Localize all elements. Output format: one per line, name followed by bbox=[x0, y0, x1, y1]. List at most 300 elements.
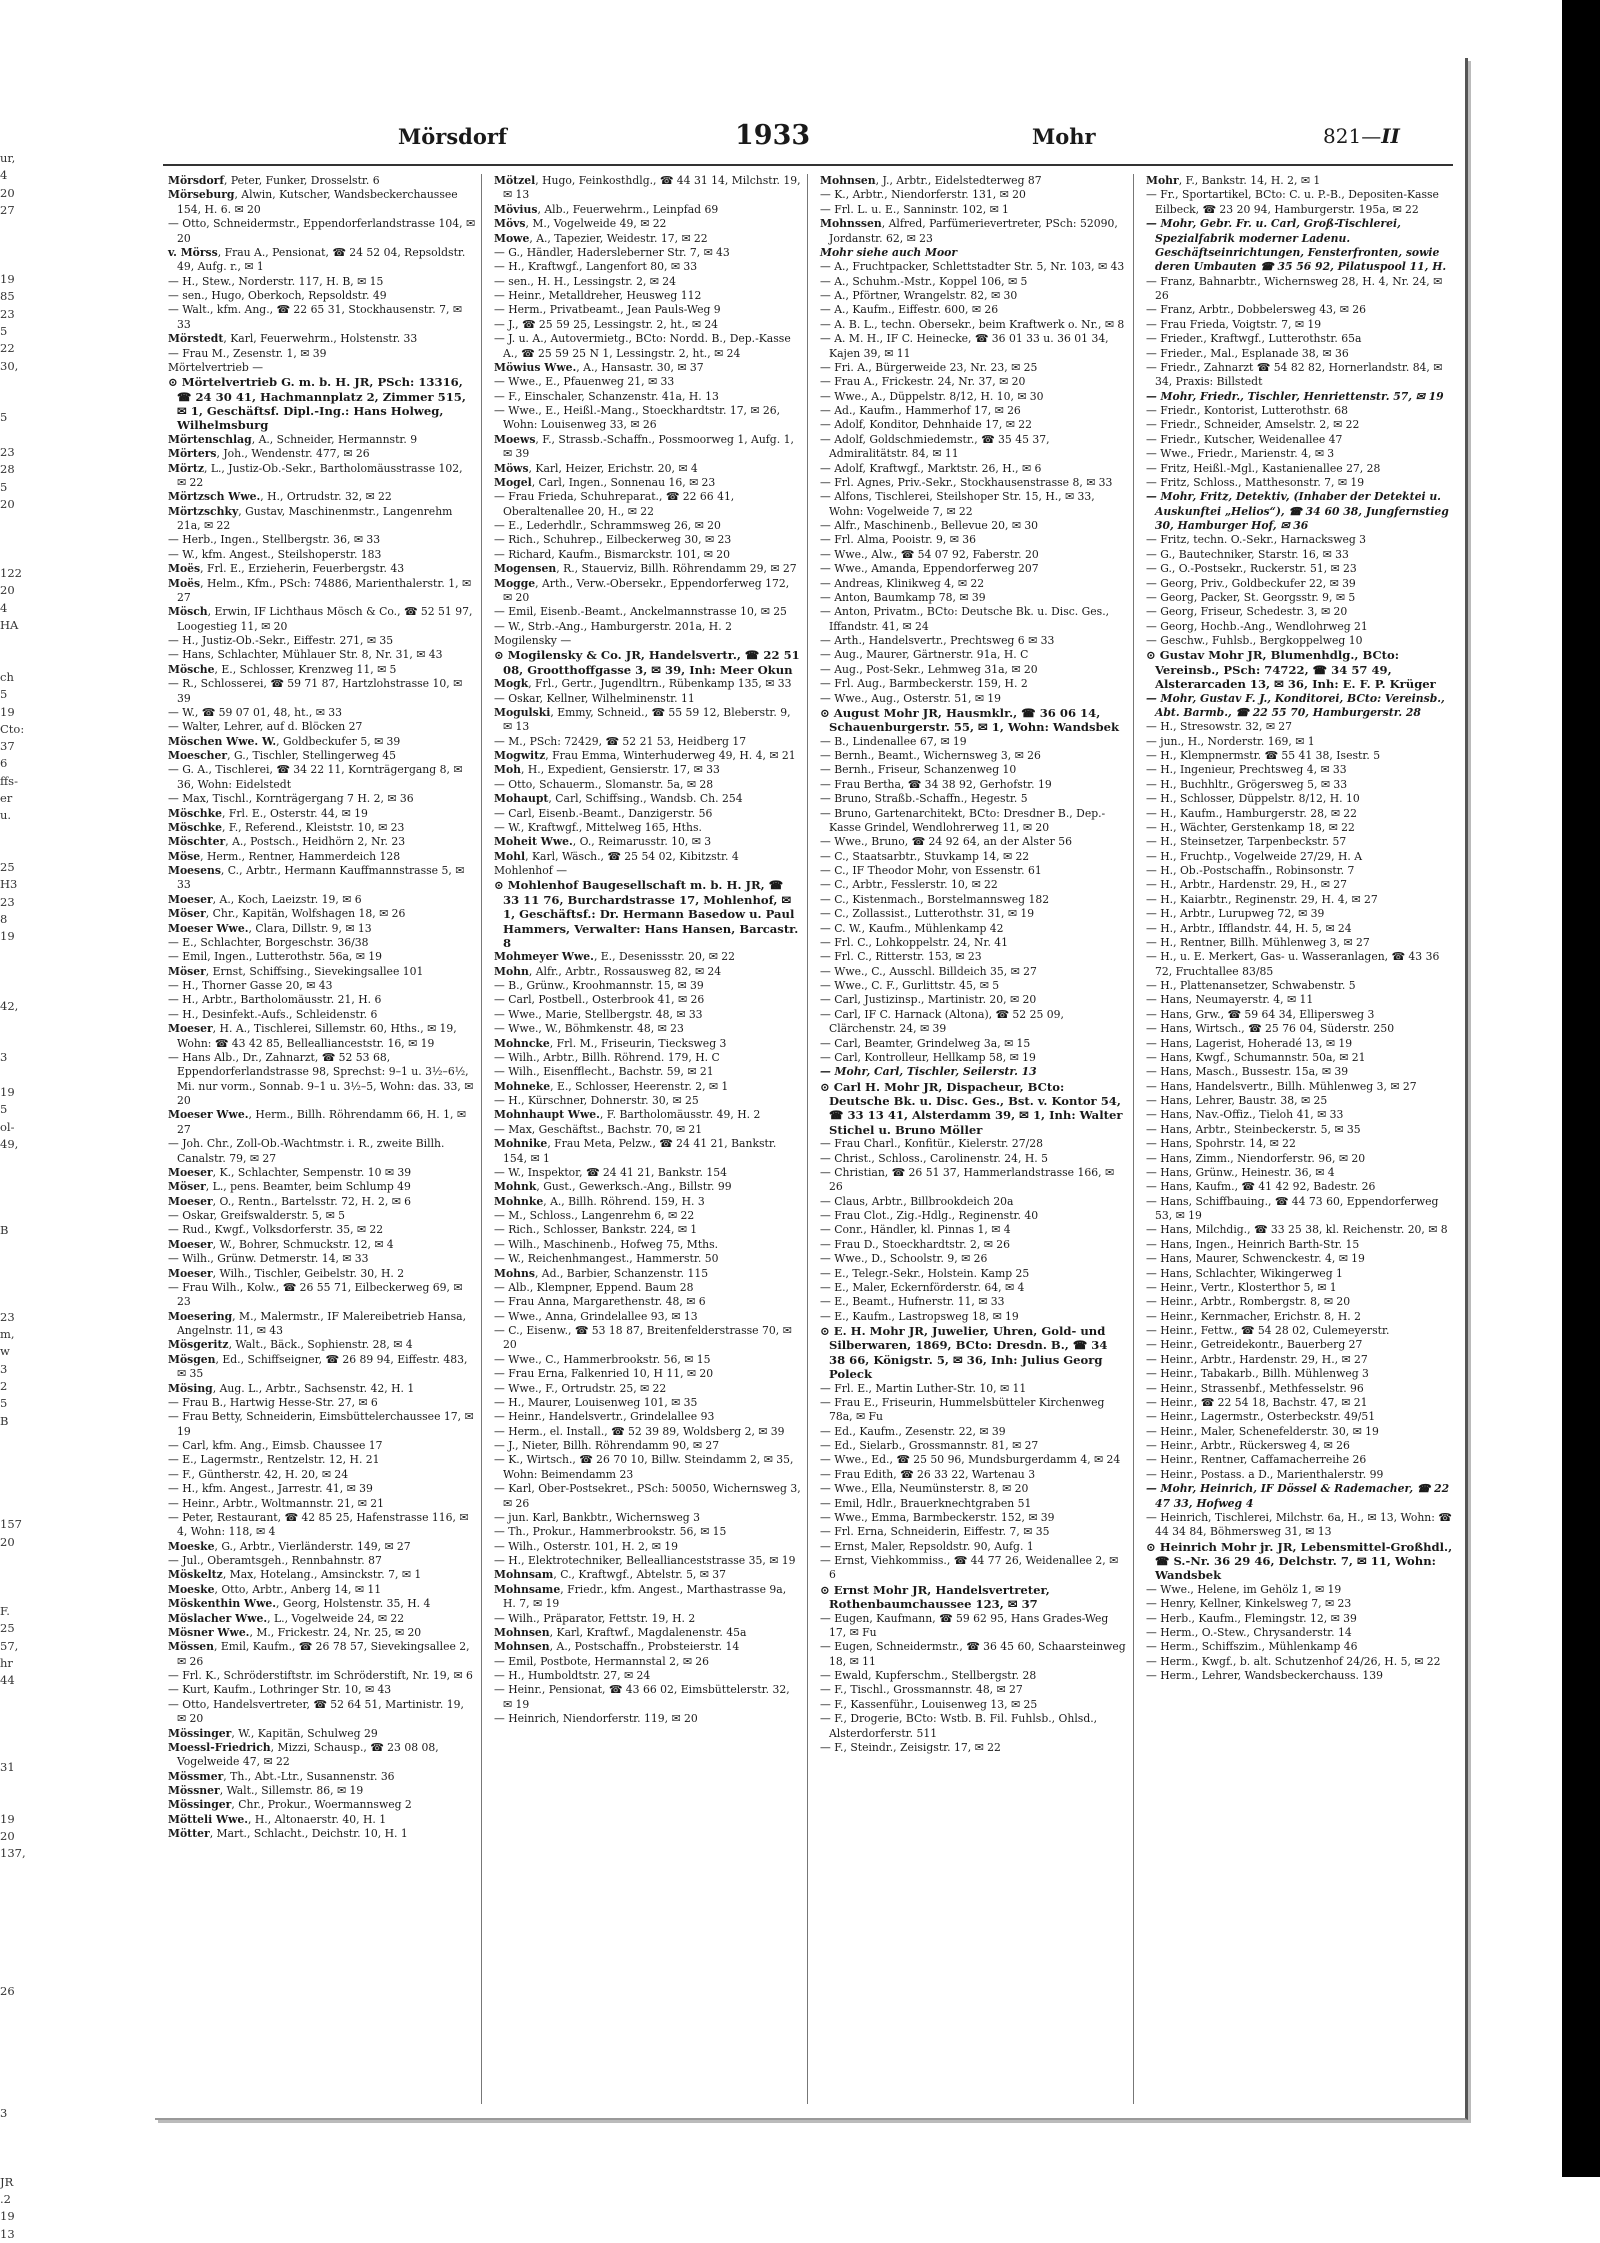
directory-entry: — Friedr., Kutscher, Weidenallee 47 bbox=[1146, 432, 1343, 446]
directory-entry: — Joh. Chr., Zoll-Ob.-Wachtmstr. i. R., zweite Billh. Canalstr. 79, ✉ 27 bbox=[168, 1137, 445, 1165]
directory-entry: — Wwe., Aug., Osterstr. 51, ✉ 19 bbox=[820, 691, 1002, 705]
directory-entry: — Heinr., Strassenbf., Methfesselstr. 96 bbox=[1146, 1381, 1364, 1395]
directory-entry: — F., Güntherstr. 42, H. 20, ✉ 24 bbox=[168, 1467, 349, 1481]
column-1 bbox=[163, 174, 482, 2104]
directory-entry: — Heinrich, Tischlerei, Milchstr. 6a, H., ✉ 13, Wohn: ☎ 44 34 84, Böhmersweg 31, ✉ 13 bbox=[1146, 1510, 1452, 1539]
directory-entry: — H., Arbtr., Hardenstr. 29, H., ✉ 27 bbox=[1146, 878, 1347, 892]
directory-entry: ⊙ Mörtelvertrieb G. m. b. H. JR, PSch: 13316, ☎ 24 30 41, Hachmannplatz 2, Zimmer 515, ✉ 1, Geschäftsf. Dipl.-Ing.: Hans Holweg, Wilhelmsburg bbox=[168, 375, 466, 433]
directory-entry: — Heinr., Pensionat, ☎ 43 66 02, Eimsbüttelerstr. 32, ✉ 19 bbox=[494, 1683, 790, 1711]
directory-entry: — Hans, Spohrstr. 14, ✉ 22 bbox=[1146, 1137, 1296, 1151]
directory-entry: — Mohr, Friedr., Tischler, Henriettenstr. 57, ✉ 19 bbox=[1146, 389, 1444, 403]
directory-entry: — Hans, Neumayerstr. 4, ✉ 11 bbox=[1146, 993, 1314, 1007]
directory-entry: — Frieder., Mal., Esplanade 38, ✉ 36 bbox=[1146, 346, 1349, 360]
directory-entry: — Geschw., Fuhlsb., Bergkoppelweg 10 bbox=[1146, 634, 1363, 647]
directory-entry: — Frl. Agnes, Priv.-Sekr., Stockhausenstrasse 8, ✉ 33 bbox=[820, 475, 1113, 489]
directory-entry: — Carl, IF C. Harnack (Altona), ☎ 52 25 09, Clärchenstr. 24, ✉ 39 bbox=[820, 1007, 1064, 1036]
directory-entry: — Frau Anna, Margarethenstr. 48, ✉ 6 bbox=[494, 1295, 706, 1309]
directory-entry: — Frau Erna, Falkenried 10, H 11, ✉ 20 bbox=[494, 1367, 714, 1381]
directory-entry: Mohnsam, C., Kraftwgf., Abtelstr. 5, ✉ 37 bbox=[494, 1568, 727, 1582]
directory-entry: — Henry, Kellner, Kinkelsweg 7, ✉ 23 bbox=[1146, 1597, 1352, 1611]
directory-entry: — Hans, Lagerist, Hoheradé 13, ✉ 19 bbox=[1146, 1036, 1353, 1050]
directory-entry: Moews, F., Strassb.-Schaffn., Possmoorweg 1, Aufg. 1, ✉ 39 bbox=[494, 432, 794, 461]
directory-entry: ⊙ Ernst Mohr JR, Handelsvertreter, Rothenbaumchaussee 123, ✉ 37 bbox=[820, 1582, 1050, 1612]
directory-entry: — F., Einschaler, Schanzenstr. 41a, H. 13 bbox=[494, 389, 719, 403]
directory-entry: — sen., Hugo, Oberkoch, Repsoldstr. 49 bbox=[168, 289, 387, 302]
directory-entry: — Wwe., Helene, im Gehölz 1, ✉ 19 bbox=[1146, 1582, 1342, 1596]
directory-entry: — Mohr, Gustav F. J., Konditorei, BCto: Vereinsb., Abt. Barmb., ☎ 22 55 70, Hamburgerstr. 28 bbox=[1146, 691, 1445, 719]
directory-entry: — Anton, Privatm., BCto: Deutsche Bk. u. Disc. Ges., Iffandstr. 41, ✉ 24 bbox=[820, 605, 1110, 633]
directory-entry: Mörtzschky, Gustav, Maschinenmstr., Langenrehm 21a, ✉ 22 bbox=[168, 504, 453, 532]
directory-entry: — Heinr., Maler, Schenefelderstr. 30, ✉ 19 bbox=[1146, 1424, 1379, 1438]
directory-entry: — A., Pförtner, Wrangelstr. 82, ✉ 30 bbox=[820, 289, 1018, 302]
directory-entry: — Wwe., C., Hammerbrookstr. 56, ✉ 15 bbox=[494, 1352, 711, 1366]
header-page-number: 821—II bbox=[1323, 124, 1400, 148]
directory-entry: — A. M. H., IF C. Heinecke, ☎ 36 01 33 u. 36 01 34, Kajen 39, ✉ 11 bbox=[820, 332, 1109, 360]
directory-entry: Mohnike, Frau Meta, Pelzw., ☎ 24 41 21, Bankstr. 154, ✉ 1 bbox=[494, 1137, 777, 1165]
directory-entry: — Alfons, Tischlerei, Steilshoper Str. 15, H., ✉ 33, Wohn: Vogelweide 7, ✉ 22 bbox=[820, 490, 1095, 518]
directory-entry: — Hans, Kaufm., ☎ 41 42 92, Badestr. 26 bbox=[1146, 1180, 1376, 1194]
directory-entry: — Hans, Masch., Bussestr. 15a, ✉ 39 bbox=[1146, 1065, 1349, 1079]
directory-entry: — H., Humboldtstr. 27, ✉ 24 bbox=[494, 1669, 651, 1682]
directory-entry: Moeske, Otto, Arbtr., Anberg 14, ✉ 11 bbox=[168, 1582, 382, 1596]
directory-entry: — W., Strb.-Ang., Hamburgerstr. 201a, H. 2 bbox=[494, 619, 732, 633]
directory-entry: — Frl. Alma, Pooistr. 9, ✉ 36 bbox=[820, 533, 976, 547]
directory-entry: — H., Desinfekt.-Aufs., Schleidenstr. 6 bbox=[168, 1007, 378, 1021]
directory-entry: — H., Steinsetzer, Tarpenbeckstr. 57 bbox=[1146, 835, 1347, 849]
directory-entry: — H., Rentner, Billh. Mühlenweg 3, ✉ 27 bbox=[1146, 935, 1370, 949]
directory-entry: — H., Justiz-Ob.-Sekr., Eiffestr. 271, ✉ 35 bbox=[168, 634, 394, 647]
directory-entry: Mössner, Walt., Sillemstr. 86, ✉ 19 bbox=[168, 1784, 364, 1797]
directory-entry: — H., Buchhltr., Grögersweg 5, ✉ 33 bbox=[1146, 777, 1348, 791]
directory-entry: — Heinr., Handelsvertr., Grindelallee 93 bbox=[494, 1410, 715, 1424]
directory-entry: — Oskar, Kellner, Wilhelminenstr. 11 bbox=[494, 691, 695, 705]
directory-entry: — Frau A., Frickestr. 24, Nr. 37, ✉ 20 bbox=[820, 375, 1026, 389]
directory-entry: Moeser Wwe., Herm., Billh. Röhrendamm 66, H. 1, ✉ 27 bbox=[168, 1108, 466, 1136]
header-rule bbox=[163, 164, 1453, 166]
directory-entry: Mohnsen, J., Arbtr., Eidelstedterweg 87 bbox=[820, 174, 1042, 187]
directory-entry: — F., Tischl., Grossmannstr. 48, ✉ 27 bbox=[820, 1683, 1023, 1697]
directory-entry: — J., Nieter, Billh. Röhrendamm 90, ✉ 27 bbox=[494, 1439, 720, 1452]
directory-entry: — Otto, Schneidermstr., Eppendorferlandstrasse 104, ✉ 20 bbox=[168, 217, 475, 245]
directory-entry: — Ad., Kaufm., Hammerhof 17, ✉ 26 bbox=[820, 404, 1021, 417]
directory-entry: Mogge, Arth., Verw.-Obersekr., Eppendorferweg 172, ✉ 20 bbox=[494, 576, 790, 604]
directory-entry: — A. B. L., techn. Obersekr., beim Kraftwerk o. Nr., ✉ 8 bbox=[820, 317, 1125, 331]
directory-entry: — Herb., Ingen., Stellbergstr. 36, ✉ 33 bbox=[168, 533, 381, 547]
directory-entry: — W., Kraftwgf., Mittelweg 165, Hths. bbox=[494, 820, 702, 834]
directory-entry: — Frau M., Zesenstr. 1, ✉ 39 bbox=[168, 346, 327, 360]
directory-entry: — Hans, Schiffbauing., ☎ 44 73 60, Eppendorferweg 53, ✉ 19 bbox=[1146, 1194, 1439, 1222]
directory-entry: — Frau Betty, Schneiderin, Eimsbüttelerchaussee 17, ✉ 19 bbox=[168, 1410, 474, 1438]
directory-entry: — Mohr, Heinrich, IF Dössel & Rademacher, ☎ 22 47 33, Hofweg 4 bbox=[1146, 1482, 1450, 1510]
directory-entry: — Hans, Wirtsch., ☎ 25 76 04, Süderstr. 250 bbox=[1146, 1022, 1395, 1036]
directory-entry: — G., O.-Postsekr., Ruckerstr. 51, ✉ 23 bbox=[1146, 562, 1357, 576]
directory-entry: Mösche, E., Schlosser, Krenzweg 11, ✉ 5 bbox=[168, 662, 397, 676]
directory-entry: — Fritz, Schloss., Matthesonstr. 7, ✉ 19 bbox=[1146, 475, 1365, 489]
directory-entry: Moeser, H. A., Tischlerei, Sillemstr. 60, Hths., ✉ 19, Wohn: ☎ 43 42 85, Belleallianceststr. 16, ✉ 19 bbox=[168, 1022, 457, 1050]
directory-entry: — Rud., Kwgf., Volksdorferstr. 35, ✉ 22 bbox=[168, 1223, 384, 1237]
directory-entry: — Georg, Priv., Goldbeckufer 22, ✉ 39 bbox=[1146, 576, 1356, 590]
directory-entry: Moës, Helm., Kfm., PSch: 74886, Marienthalerstr. 1, ✉ 27 bbox=[168, 576, 471, 604]
directory-entry: — Rich., Schlosser, Bankstr. 224, ✉ 1 bbox=[494, 1223, 698, 1237]
directory-entry: Mohnssen, Alfred, Parfümerievertreter, PSch: 52090, Jordanstr. 62, ✉ 23 bbox=[820, 217, 1118, 245]
directory-entry: — G., Händler, Hadersleberner Str. 7, ✉ 43 bbox=[494, 245, 730, 259]
directory-entry: — Emil, Hdlr., Brauerknechtgraben 51 bbox=[820, 1496, 1032, 1510]
directory-entry: — Wwe., Amanda, Eppendorferweg 207 bbox=[820, 562, 1039, 576]
directory-entry: Moeser, A., Koch, Laeizstr. 19, ✉ 6 bbox=[168, 892, 362, 906]
directory-entry: — Frau Edith, ☎ 26 33 22, Wartenau 3 bbox=[820, 1467, 1036, 1481]
page-header bbox=[155, 58, 1465, 168]
directory-entry: — Mohr, Gebr. Fr. u. Carl, Groß-Tischlerei, Spezialfabrik moderner Ladenu. Geschäftseinrichtungen, Fensterfronten, sowie deren Umbauten ☎ 35 56 92, Pilatuspool 11, H. bbox=[1146, 217, 1447, 274]
directory-entry: Mössen, Emil, Kaufm., ☎ 26 78 57, Sievekingsallee 2, ✉ 26 bbox=[168, 1640, 470, 1668]
directory-entry: Moeser, Wilh., Tischler, Geibelstr. 30, H. 2 bbox=[168, 1266, 405, 1280]
header-left-keyword: Mörsdorf bbox=[398, 124, 507, 149]
directory-entry: Moessl-Friedrich, Mizzi, Schausp., ☎ 23 08 08, Vogelweide 47, ✉ 22 bbox=[168, 1740, 439, 1769]
directory-entry: Mövs, M., Vogelweide 49, ✉ 22 bbox=[494, 217, 667, 231]
directory-entry: — Wwe., Anna, Grindelallee 93, ✉ 13 bbox=[494, 1309, 698, 1323]
directory-entry: — Carl, kfm. Ang., Eimsb. Chaussee 17 bbox=[168, 1439, 383, 1452]
directory-entry: — Frl. K., Schröderstiftstr. im Schröderstift, Nr. 19, ✉ 6 bbox=[168, 1669, 473, 1682]
directory-entry: — Bernh., Friseur, Schanzenweg 10 bbox=[820, 763, 1017, 777]
directory-entry: — Hans, Milchdig., ☎ 33 25 38, kl. Reichenstr. 20, ✉ 8 bbox=[1146, 1223, 1448, 1237]
directory-entry: — Georg, Hochb.-Ang., Wendlohrweg 21 bbox=[1146, 619, 1368, 633]
directory-entry: Mörtz, L., Justiz-Ob.-Sekr., Bartholomäusstrasse 102, ✉ 22 bbox=[168, 461, 463, 489]
directory-entry: — Max, Geschäftst., Bachstr. 70, ✉ 21 bbox=[494, 1122, 703, 1136]
directory-entry: — E., Maler, Eckernförderstr. 64, ✉ 4 bbox=[820, 1280, 1025, 1294]
directory-entry: Mörtelvertrieb — bbox=[168, 360, 264, 374]
column-3 bbox=[815, 174, 1134, 2104]
directory-entry: Mösner Wwe., M., Frickestr. 24, Nr. 25, ✉ 20 bbox=[168, 1625, 422, 1639]
directory-entry: ⊙ Mohlenhof Baugesellschaft m. b. H. JR, ☎ 33 11 76, Burchardstrasse 17, Mohlenhof, ✉ 1, Geschäftsf.: Dr. Hermann Basedow u. Paul Hammers, Verwalter: Hans Hansen, Barcastr. 8 bbox=[494, 878, 799, 950]
directory-entry: — Carl, Justizinsp., Martinistr. 20, ✉ 20 bbox=[820, 993, 1037, 1007]
directory-entry: Mösch, Erwin, IF Lichthaus Mösch & Co., ☎ 52 51 97, Loogestieg 11, ✉ 20 bbox=[168, 605, 473, 633]
directory-entry: Mogulski, Emmy, Schneid., ☎ 55 59 12, Bleberstr. 9, ✉ 13 bbox=[494, 705, 791, 734]
directory-entry: Mohnk, Gust., Gewerksch.-Ang., Billstr. 99 bbox=[494, 1180, 732, 1194]
directory-entry: — H., Kaufm., Hamburgerstr. 28, ✉ 22 bbox=[1146, 806, 1358, 820]
directory-entry: Mohnhaupt Wwe., F. Bartholomäusstr. 49, H. 2 bbox=[494, 1108, 761, 1122]
directory-entry: — Jul., Oberamtsgeh., Rennbahnstr. 87 bbox=[168, 1554, 382, 1567]
directory-entry: Mohnke, A., Billh. Röhrend. 159, H. 3 bbox=[494, 1194, 705, 1208]
directory-entry: — H., Klempnermstr. ☎ 55 41 38, Isestr. 5 bbox=[1146, 749, 1381, 762]
directory-entry: Mövius, Alb., Feuerwehrm., Leinpfad 69 bbox=[494, 202, 719, 216]
directory-entry: — Heinr., Metalldreher, Heusweg 112 bbox=[494, 289, 702, 302]
directory-entry: — Wwe., F., Ortrudstr. 25, ✉ 22 bbox=[494, 1381, 667, 1395]
directory-entry: — Emil, Ingen., Lutterothstr. 56a, ✉ 19 bbox=[168, 950, 383, 964]
directory-entry: Moesering, M., Malermstr., IF Malereibetrieb Hansa, Angelnstr. 11, ✉ 43 bbox=[168, 1309, 467, 1337]
directory-entry: ⊙ Mogilensky & Co. JR, Handelsvertr., ☎ 22 51 08, Grootthoffgasse 3, ✉ 39, Inh: Meer Okun bbox=[494, 648, 800, 677]
directory-entry: Moeske, G., Arbtr., Vierländerstr. 149, ✉ 27 bbox=[168, 1539, 411, 1553]
directory-entry: Mörtenschlag, A., Schneider, Hermannstr. 9 bbox=[168, 432, 418, 446]
directory-entry: Moës, Frl. E., Erzieherin, Feuerbergstr. 43 bbox=[168, 562, 405, 576]
directory-entry: Mösing, Aug. L., Arbtr., Sachsenstr. 42, H. 1 bbox=[168, 1381, 415, 1395]
directory-entry: — Claus, Arbtr., Billbrookdeich 20a bbox=[820, 1194, 1014, 1208]
directory-entry: — Herm., Schiffszim., Mühlenkamp 46 bbox=[1146, 1640, 1358, 1654]
directory-entry: — Wwe., Emma, Barmbeckerstr. 152, ✉ 39 bbox=[820, 1510, 1055, 1524]
directory-entry: — Friedr., Schneider, Amselstr. 2, ✉ 22 bbox=[1146, 418, 1360, 432]
directory-entry: — Wwe., Alw., ☎ 54 07 92, Faberstr. 20 bbox=[820, 547, 1039, 561]
directory-entry: — Wwe., Ella, Neumünsterstr. 8, ✉ 20 bbox=[820, 1482, 1029, 1496]
directory-entry: — Wilh., Grünw. Detmerstr. 14, ✉ 33 bbox=[168, 1252, 369, 1266]
directory-entry: — Heinr., Arbtr., Rombergstr. 8, ✉ 20 bbox=[1146, 1295, 1351, 1309]
directory-entry: — Frl. L. u. E., Sanninstr. 102, ✉ 1 bbox=[820, 202, 1009, 216]
directory-entry: — Hans, Schlachter, Mühlauer Str. 8, Nr. 31, ✉ 43 bbox=[168, 648, 443, 662]
directory-entry: ⊙ Gustav Mohr JR, Blumenhdlg., BCto: Vereinsb., PSch: 74722, ☎ 34 57 49, Alsterarcaden 13, ✉ 36, Inh: E. F. P. Krüger bbox=[1146, 648, 1436, 692]
directory-entry: — Eugen, Schneidermstr., ☎ 36 45 60, Schaarsteinweg 18, ✉ 11 bbox=[820, 1640, 1126, 1668]
directory-entry: Mötter, Mart., Schlacht., Deichstr. 10, H. 1 bbox=[168, 1827, 408, 1841]
directory-entry: — Georg, Friseur, Schedestr. 3, ✉ 20 bbox=[1146, 605, 1348, 619]
directory-entry: — Franz, Arbtr., Dobbelersweg 43, ✉ 26 bbox=[1146, 303, 1367, 317]
directory-entry: — Heinr., Postass. a D., Marienthalerstr. 99 bbox=[1146, 1467, 1384, 1481]
directory-entry: — Christ., Schloss., Carolinenstr. 24, H. 5 bbox=[820, 1151, 1048, 1165]
directory-entry: — Wilh., Präparator, Fettstr. 19, H. 2 bbox=[494, 1611, 696, 1625]
directory-entry: — Herm., Lehrer, Wandsbeckerchauss. 139 bbox=[1146, 1669, 1384, 1682]
directory-entry: — Ewald, Kupferschm., Stellbergstr. 28 bbox=[820, 1669, 1037, 1682]
directory-entry: — F., Kassenführ., Louisenweg 13, ✉ 25 bbox=[820, 1697, 1038, 1711]
directory-entry: — A., Schuhm.-Mstr., Koppel 106, ✉ 5 bbox=[820, 274, 1028, 288]
directory-entry: — Herm., el. Install., ☎ 52 39 89, Woldsberg 2, ✉ 39 bbox=[494, 1424, 785, 1438]
directory-entry: — Frau Charl., Konfitür., Kielerstr. 27/28 bbox=[820, 1137, 1044, 1151]
directory-entry: — Alb., Klempner, Eppend. Baum 28 bbox=[494, 1280, 694, 1294]
directory-entry: — Hans, Handelsvertr., Billh. Mühlenweg 3, ✉ 27 bbox=[1146, 1079, 1417, 1093]
directory-entry: Möws, Karl, Heizer, Erichstr. 20, ✉ 4 bbox=[494, 461, 698, 475]
directory-entry: — Wilh., Osterstr. 101, H. 2, ✉ 19 bbox=[494, 1539, 678, 1553]
directory-entry: — Emil, Postbote, Hermannstal 2, ✉ 26 bbox=[494, 1654, 710, 1668]
directory-entry: — H., Stew., Norderstr. 117, H. B, ✉ 15 bbox=[168, 274, 384, 288]
directory-entry: — Karl, Ober-Postsekret., PSch: 50050, Wichernsweg 3, ✉ 26 bbox=[494, 1482, 801, 1510]
directory-entry: — Adolf, Konditor, Dehnhaide 17, ✉ 22 bbox=[820, 418, 1032, 432]
directory-entry: Möser, Chr., Kapitän, Wolfshagen 18, ✉ 26 bbox=[168, 907, 406, 921]
directory-entry: Mörstedt, Karl, Feuerwehrm., Holstenstr. 33 bbox=[168, 332, 418, 346]
directory-entry: — Frau Frieda, Schuhreparat., ☎ 22 66 41, Oberaltenallee 20, H., ✉ 22 bbox=[494, 490, 735, 518]
directory-entry: Mösgeritz, Walt., Bäck., Sophienstr. 28, ✉ 4 bbox=[168, 1338, 413, 1352]
directory-entry: Moheit Wwe., O., Reimarusstr. 10, ✉ 3 bbox=[494, 835, 712, 849]
directory-entry: — Ed., Sielarb., Grossmannstr. 81, ✉ 27 bbox=[820, 1439, 1039, 1452]
directory-entry: Mössmer, Th., Abt.-Ltr., Susannenstr. 36 bbox=[168, 1769, 395, 1783]
directory-entry: — Herm., Kwgf., b. alt. Schutzenhof 24/26, H. 5, ✉ 22 bbox=[1146, 1654, 1441, 1668]
directory-entry: — E., Schlachter, Borgeschstr. 36/38 bbox=[168, 935, 369, 949]
directory-entry: — Wwe., E., Heißl.-Mang., Stoeckhardtstr. 17, ✉ 26, Wohn: Louisenweg 33, ✉ 26 bbox=[494, 404, 781, 432]
directory-page bbox=[155, 58, 1468, 2120]
directory-entry: — Conr., Händler, kl. Pinnas 1, ✉ 4 bbox=[820, 1223, 1011, 1237]
directory-entry: Mörters, Joh., Wendenstr. 477, ✉ 26 bbox=[168, 447, 370, 461]
directory-entry: — Frl. C., Lohkoppelstr. 24, Nr. 41 bbox=[820, 935, 1009, 949]
directory-entry: — Wwe., W., Böhmkenstr. 48, ✉ 23 bbox=[494, 1022, 684, 1036]
directory-entry: — Wilh., Maschinenb., Hofweg 75, Mths. bbox=[494, 1237, 719, 1251]
directory-entry: — E., Lederhdlr., Schrammsweg 26, ✉ 20 bbox=[494, 519, 721, 532]
directory-entry: Moh, H., Expedient, Gensierstr. 17, ✉ 33 bbox=[494, 763, 720, 777]
directory-entry: — Heinr., Fettw., ☎ 54 28 02, Culemeyerstr. bbox=[1146, 1324, 1390, 1337]
directory-entry: Mogensen, R., Stauerviz, Billh. Röhrendamm 29, ✉ 27 bbox=[494, 562, 797, 576]
directory-entry: — Bernh., Beamt., Wichernsweg 3, ✉ 26 bbox=[820, 749, 1041, 762]
directory-entry: Moesens, C., Arbtr., Hermann Kauffmannstrasse 5, ✉ 33 bbox=[168, 864, 465, 892]
directory-entry: ⊙ E. H. Mohr JR, Juwelier, Uhren, Gold- und Silberwaren, 1869, BCto: Dresdn. B., ☎ 34 38 66, Königstr. 5, ✉ 36, Inh: Julius Georg Poleck bbox=[820, 1324, 1108, 1382]
directory-entry: — Frl. E., Martin Luther-Str. 10, ✉ 11 bbox=[820, 1381, 1027, 1395]
directory-entry: Moeser, O., Rentn., Bartelsstr. 72, H. 2, ✉ 6 bbox=[168, 1194, 412, 1208]
directory-entry: — F., Drogerie, BCto: Wstb. B. Fil. Fuhlsb., Ohlsd., Alsterdorferstr. 511 bbox=[820, 1712, 1098, 1740]
directory-entry: — H., Arbtr., Ifflandstr. 44, H. 5, ✉ 24 bbox=[1146, 921, 1352, 935]
directory-entry: — Heinr., ☎ 22 54 18, Bachstr. 47, ✉ 21 bbox=[1146, 1395, 1368, 1409]
directory-entry: — C. W., Kaufm., Mühlenkamp 42 bbox=[820, 921, 1004, 935]
directory-entry: — H., u. E. Merkert, Gas- u. Wasseranlagen, ☎ 43 36 72, Fruchtallee 83/85 bbox=[1146, 950, 1440, 978]
directory-entry: — Franz, Bahnarbtr., Wichernsweg 28, H. 4, Nr. 24, ✉ 26 bbox=[1146, 274, 1443, 302]
directory-entry: — J., ☎ 25 59 25, Lessingstr. 2, ht., ✉ 24 bbox=[494, 317, 719, 331]
directory-entry: — Hans, Schlachter, Wikingerweg 1 bbox=[1146, 1266, 1343, 1280]
directory-entry: — Frau E., Friseurin, Hummelsbütteler Kirchenweg 78a, ✉ Fu bbox=[820, 1395, 1105, 1424]
directory-entry: Möser, Ernst, Schiffsing., Sievekingsallee 101 bbox=[168, 964, 424, 978]
directory-entry: — Frau Bertha, ☎ 34 38 92, Gerhofstr. 19 bbox=[820, 777, 1052, 791]
directory-entry: — Frieder., Kraftwgf., Lutterothstr. 65a bbox=[1146, 332, 1362, 346]
directory-entry: — Georg, Packer, St. Georgsstr. 9, ✉ 5 bbox=[1146, 590, 1356, 604]
directory-entry: Mogel, Carl, Ingen., Sonnenau 16, ✉ 23 bbox=[494, 475, 716, 489]
directory-entry: Möse, Herm., Rentner, Hammerdeich 128 bbox=[168, 849, 401, 863]
directory-entry: Mohns, Ad., Barbier, Schanzenstr. 115 bbox=[494, 1266, 709, 1280]
scan-edge-black-bar bbox=[1562, 0, 1600, 2177]
directory-entry: Mössinger, Chr., Prokur., Woermannsweg 2 bbox=[168, 1798, 412, 1812]
directory-entry: — Aug., Post-Sekr., Lehmweg 31a, ✉ 20 bbox=[820, 662, 1038, 676]
directory-entry: — Kurt, Kaufm., Lothringer Str. 10, ✉ 43 bbox=[168, 1683, 392, 1697]
directory-entry: — H., Thorner Gasse 20, ✉ 43 bbox=[168, 979, 333, 992]
directory-entry: — Mohr, Carl, Tischler, Seilerstr. 13 bbox=[820, 1065, 1037, 1079]
directory-entry: — H., Ingenieur, Prechtsweg 4, ✉ 33 bbox=[1146, 763, 1347, 777]
directory-entry: — Andreas, Klinikweg 4, ✉ 22 bbox=[820, 576, 985, 590]
directory-entry: — H., Maurer, Louisenweg 101, ✉ 35 bbox=[494, 1395, 698, 1409]
directory-entry: Mötzel, Hugo, Feinkosthdlg., ☎ 44 31 14, Milchstr. 19, ✉ 13 bbox=[494, 174, 801, 202]
directory-entry: Mogilensky — bbox=[494, 634, 572, 647]
directory-entry: — C., Zollassist., Lutterothstr. 31, ✉ 19 bbox=[820, 907, 1035, 921]
directory-entry: — Hans, Ingen., Heinrich Barth-Str. 15 bbox=[1146, 1237, 1360, 1251]
directory-entry: Mörsdorf, Peter, Funker, Drosselstr. 6 bbox=[168, 174, 380, 187]
directory-entry: — Fritz, Heißl.-Mgl., Kastanienallee 27, 28 bbox=[1146, 461, 1381, 475]
directory-entry: — R., Schlosserei, ☎ 59 71 87, Hartzlohstrasse 10, ✉ 39 bbox=[168, 677, 463, 705]
directory-entry: — Walt., kfm. Ang., ☎ 22 65 31, Stockhausenstr. 7, ✉ 33 bbox=[168, 303, 462, 331]
directory-entry: Möschke, Frl. E., Osterstr. 44, ✉ 19 bbox=[168, 806, 368, 820]
previous-page-margin-fragments: ur, 4 20 27 19 85 23 5 22 30, 5 23 28 5 20 122 20 4 HA ch 5 19 Cto: 37 6 ffs- er u. 25 H3 23 8 19 42, 3 19 5 ol- 49, B 23 m, w 3 2 5 B 157 20 F. 25 57, hr 44 31 19 20 137, 26 3 JR .2 19 13 bbox=[0, 151, 26, 2241]
directory-entry: — A., Kaufm., Eiffestr. 600, ✉ 26 bbox=[820, 303, 999, 317]
directory-entry: — Ernst, Viehkommiss., ☎ 44 77 26, Weidenallee 2, ✉ 6 bbox=[820, 1554, 1119, 1582]
directory-entry: — W., kfm. Angest., Steilshoperstr. 183 bbox=[168, 547, 382, 561]
directory-entry: — Emil, Eisenb.-Beamt., Anckelmannstrasse 10, ✉ 25 bbox=[494, 605, 787, 619]
directory-entry: — G. A., Tischlerei, ☎ 34 22 11, Kornträgergang 8, ✉ 36, Wohn: Eidelstedt bbox=[168, 763, 463, 791]
directory-entry: Möschen Wwe. W., Goldbeckufer 5, ✉ 39 bbox=[168, 734, 401, 748]
directory-entry: — Richard, Kaufm., Bismarckstr. 101, ✉ 20 bbox=[494, 547, 730, 561]
column-2 bbox=[489, 174, 808, 2104]
directory-entry: Mohr, F., Bankstr. 14, H. 2, ✉ 1 bbox=[1146, 174, 1321, 187]
directory-entry: Mogk, Frl., Gertr., Jugendltrn., Rübenkamp 135, ✉ 33 bbox=[494, 677, 792, 691]
directory-entry: Mohncke, Frl. M., Friseurin, Tiecksweg 3 bbox=[494, 1036, 727, 1050]
directory-entry: — C., Staatsarbtr., Stuvkamp 14, ✉ 22 bbox=[820, 849, 1030, 863]
directory-entry: — Heinr., Lagermstr., Osterbeckstr. 49/51 bbox=[1146, 1410, 1376, 1424]
directory-entry: Mohnsame, Friedr., kfm. Angest., Marthastrasse 9a, H. 7, ✉ 19 bbox=[494, 1582, 787, 1611]
directory-entry: — F., Steindr., Zeisigstr. 17, ✉ 22 bbox=[820, 1740, 1001, 1754]
directory-entry: Möslacher Wwe., L., Vogelweide 24, ✉ 22 bbox=[168, 1611, 405, 1625]
directory-entry: — C., IF Theodor Mohr, von Essenstr. 61 bbox=[820, 864, 1042, 877]
directory-entry: — Arth., Handelsvertr., Prechtsweg 6 ✉ 33 bbox=[820, 634, 1055, 647]
directory-entry: — Wwe., Bruno, ☎ 24 92 64, an der Alster 56 bbox=[820, 835, 1073, 849]
header-right-keyword: Mohr bbox=[1032, 124, 1096, 149]
directory-entry: Möser, L., pens. Beamter, beim Schlump 49 bbox=[168, 1180, 411, 1194]
directory-entry: — Wwe., A., Düppelstr. 8/12, H. 10, ✉ 30 bbox=[820, 389, 1044, 403]
directory-entry: — Otto, Handelsvertreter, ☎ 52 64 51, Martinistr. 19, ✉ 20 bbox=[168, 1697, 464, 1726]
directory-entry: — Friedr., Kontorist, Lutterothstr. 68 bbox=[1146, 404, 1348, 417]
directory-entry: — Frl. C., Ritterstr. 153, ✉ 23 bbox=[820, 950, 982, 964]
directory-entry: — Carl, Beamter, Grindelweg 3a, ✉ 15 bbox=[820, 1036, 1031, 1050]
directory-entry: — Max, Tischl., Kornträgergang 7 H. 2, ✉ 36 bbox=[168, 792, 414, 806]
directory-entry: — Anton, Baumkamp 78, ✉ 39 bbox=[820, 590, 986, 604]
directory-entry: — Alfr., Maschinenb., Bellevue 20, ✉ 30 bbox=[820, 519, 1039, 532]
directory-entry: — Heinr., Rentner, Caffamacherreihe 26 bbox=[1146, 1453, 1367, 1467]
directory-entry: — Wwe., Marie, Stellbergstr. 48, ✉ 33 bbox=[494, 1007, 703, 1021]
directory-entry: — C., Arbtr., Fesslerstr. 10, ✉ 22 bbox=[820, 878, 998, 892]
directory-entry: — Wilh., Arbtr., Billh. Röhrend. 179, H. C bbox=[494, 1050, 720, 1064]
directory-entry: Moescher, G., Tischler, Stellingerweg 45 bbox=[168, 749, 396, 762]
directory-entry: Mötteli Wwe., H., Altonaerstr. 40, H. 1 bbox=[168, 1812, 387, 1826]
directory-entry: ⊙ Heinrich Mohr jr. JR, Lebensmittel-Großhdl., ☎ S.-Nr. 36 29 46, Delchstr. 7, ✉ 11, Wohn: Wandsbek bbox=[1146, 1539, 1453, 1583]
directory-entry: ⊙ August Mohr JR, Hausmklr., ☎ 36 06 14, Schauenburgerstr. 55, ✉ 1, Wohn: Wandsbek bbox=[820, 705, 1120, 735]
directory-entry: — Frau D., Stoeckhardtstr. 2, ✉ 26 bbox=[820, 1237, 1010, 1251]
directory-entry: — Wilh., Eisenfflecht., Bachstr. 59, ✉ 21 bbox=[494, 1065, 714, 1079]
directory-entry: — Rich., Schuhrep., Eilbeckerweg 30, ✉ 23 bbox=[494, 533, 732, 547]
directory-entry: — Wwe., D., Schoolstr. 9, ✉ 26 bbox=[820, 1252, 988, 1266]
directory-entry: Moeser Wwe., Clara, Dillstr. 9, ✉ 13 bbox=[168, 921, 372, 935]
directory-entry: Mohn, Alfr., Arbtr., Rossausweg 82, ✉ 24 bbox=[494, 964, 722, 978]
directory-entry: — Hans, Zimm., Niendorferstr. 96, ✉ 20 bbox=[1146, 1151, 1366, 1165]
directory-entry: — J. u. A., Autovermietg., BCto: Nordd. B., Dep.-Kasse A., ☎ 25 59 25 N 1, Lessingstr. 2, ht., ✉ 24 bbox=[494, 332, 791, 360]
directory-entry: — Frl. Aug., Barmbeckerstr. 159, H. 2 bbox=[820, 677, 1028, 691]
directory-entry: — Hans, Grw., ☎ 59 64 34, Ellipersweg 3 bbox=[1146, 1007, 1375, 1021]
directory-entry: — H., Kürschner, Dohnerstr. 30, ✉ 25 bbox=[494, 1094, 699, 1107]
directory-entry: — W., Reichenhmangest., Hammerstr. 50 bbox=[494, 1252, 719, 1266]
directory-entry: — M., Schloss., Langenrehm 6, ✉ 22 bbox=[494, 1209, 695, 1222]
directory-entry: Möschter, A., Postsch., Heidhörn 2, Nr. 23 bbox=[168, 835, 406, 849]
directory-entry: — Hans, Nav.-Offiz., Tieloh 41, ✉ 33 bbox=[1146, 1108, 1344, 1122]
directory-entry: Mohl, Karl, Wäsch., ☎ 25 54 02, Kibitzstr. 4 bbox=[494, 849, 739, 863]
directory-entry: — H., Schlosser, Düppelstr. 8/12, H. 10 bbox=[1146, 792, 1360, 806]
directory-entry: v. Mörss, Frau A., Pensionat, ☎ 24 52 04, Repsoldstr. 49, Aufg. r., ✉ 1 bbox=[168, 245, 466, 274]
directory-entry: Möskenthin Wwe., Georg, Holstenstr. 35, H. 4 bbox=[168, 1597, 431, 1611]
directory-entry: — Mohr, Fritz, Detektiv, (Inhaber der Detektei u. Auskunftei „Helios“), ☎ 34 60 38, Jungfernstieg 30, Hamburger Hof, ✉ 36 bbox=[1146, 490, 1449, 532]
directory-entry: — Walter, Lehrer, auf d. Blöcken 27 bbox=[168, 720, 363, 734]
directory-entry: — Wwe., C., Ausschl. Billdeich 35, ✉ 27 bbox=[820, 964, 1037, 978]
directory-entry: — Frau B., Hartwig Hesse-Str. 27, ✉ 6 bbox=[168, 1395, 378, 1409]
directory-entry: — K., Wirtsch., ☎ 26 70 10, Billw. Steindamm 2, ✉ 35, Wohn: Beimendamm 23 bbox=[494, 1453, 794, 1481]
directory-entry: — Carl, Eisenb.-Beamt., Danzigerstr. 56 bbox=[494, 806, 713, 820]
directory-entry: — Frau Clot., Zig.-Hdlg., Reginenstr. 40 bbox=[820, 1209, 1039, 1222]
directory-entry: — H., Stresowstr. 32, ✉ 27 bbox=[1146, 720, 1293, 734]
directory-entry: — Ed., Kaufm., Zesenstr. 22, ✉ 39 bbox=[820, 1424, 1006, 1438]
directory-entry: — Carl, Kontrolleur, Hellkamp 58, ✉ 19 bbox=[820, 1050, 1036, 1064]
directory-entry: — Heinrich, Niendorferstr. 119, ✉ 20 bbox=[494, 1712, 698, 1726]
directory-entry: — H., Kaiarbtr., Reginenstr. 29, H. 4, ✉ 27 bbox=[1146, 892, 1378, 906]
directory-entry: Mösgen, Ed., Schiffseigner, ☎ 26 89 94, Eiffestr. 483, ✉ 35 bbox=[168, 1352, 468, 1381]
directory-entry: — H., Wächter, Gerstenkamp 18, ✉ 22 bbox=[1146, 820, 1355, 834]
directory-entry: — Herm., Privatbeamt., Jean Pauls-Weg 9 bbox=[494, 303, 721, 317]
directory-entry: ⊙ Carl H. Mohr JR, Dispacheur, BCto: Deutsche Bk. u. Disc. Ges., Bst. v. Kontor 54, ☎ 33 13 41, Alsterdamm 39, ✉ 1, Inh: Walter Stichel u. Bruno Möller bbox=[820, 1079, 1123, 1137]
directory-entry: — jun. Karl, Bankbtr., Wichernsweg 3 bbox=[494, 1510, 700, 1524]
directory-entry: — Eugen, Kaufmann, ☎ 59 62 95, Hans Grades-Weg 17, ✉ Fu bbox=[820, 1611, 1109, 1639]
directory-entry: — E., Telegr.-Sekr., Holstein. Kamp 25 bbox=[820, 1266, 1030, 1280]
directory-entry: — W., ☎ 59 07 01, 48, ht., ✉ 33 bbox=[168, 705, 342, 719]
directory-entry: — Heinr., Vertr., Klosterthor 5, ✉ 1 bbox=[1146, 1280, 1337, 1294]
directory-entry: — Heinr., Getreidekontr., Bauerberg 27 bbox=[1146, 1338, 1363, 1352]
directory-entry: — Wwe., E., Pfauenweg 21, ✉ 33 bbox=[494, 375, 675, 389]
directory-entry: — A., Fruchtpacker, Schlettstadter Str. 5, Nr. 103, ✉ 43 bbox=[820, 260, 1125, 274]
directory-entry: — Heinr., Arbtr., Rückersweg 4, ✉ 26 bbox=[1146, 1439, 1350, 1452]
directory-entry: Mohmeyer Wwe., E., Desenissstr. 20, ✉ 22 bbox=[494, 950, 735, 964]
directory-entry: — Frau Frieda, Voigtstr. 7, ✉ 19 bbox=[1146, 317, 1322, 331]
directory-entry: Möschke, F., Referend., Kleiststr. 10, ✉ 23 bbox=[168, 820, 405, 834]
directory-entry: — H., Fruchtp., Vogelweide 27/29, H. A bbox=[1146, 849, 1363, 863]
directory-entry: — Herb., Kaufm., Flemingstr. 12, ✉ 39 bbox=[1146, 1611, 1357, 1625]
directory-entry: — Bruno, Straßb.-Schaffn., Hegestr. 5 bbox=[820, 792, 1028, 806]
